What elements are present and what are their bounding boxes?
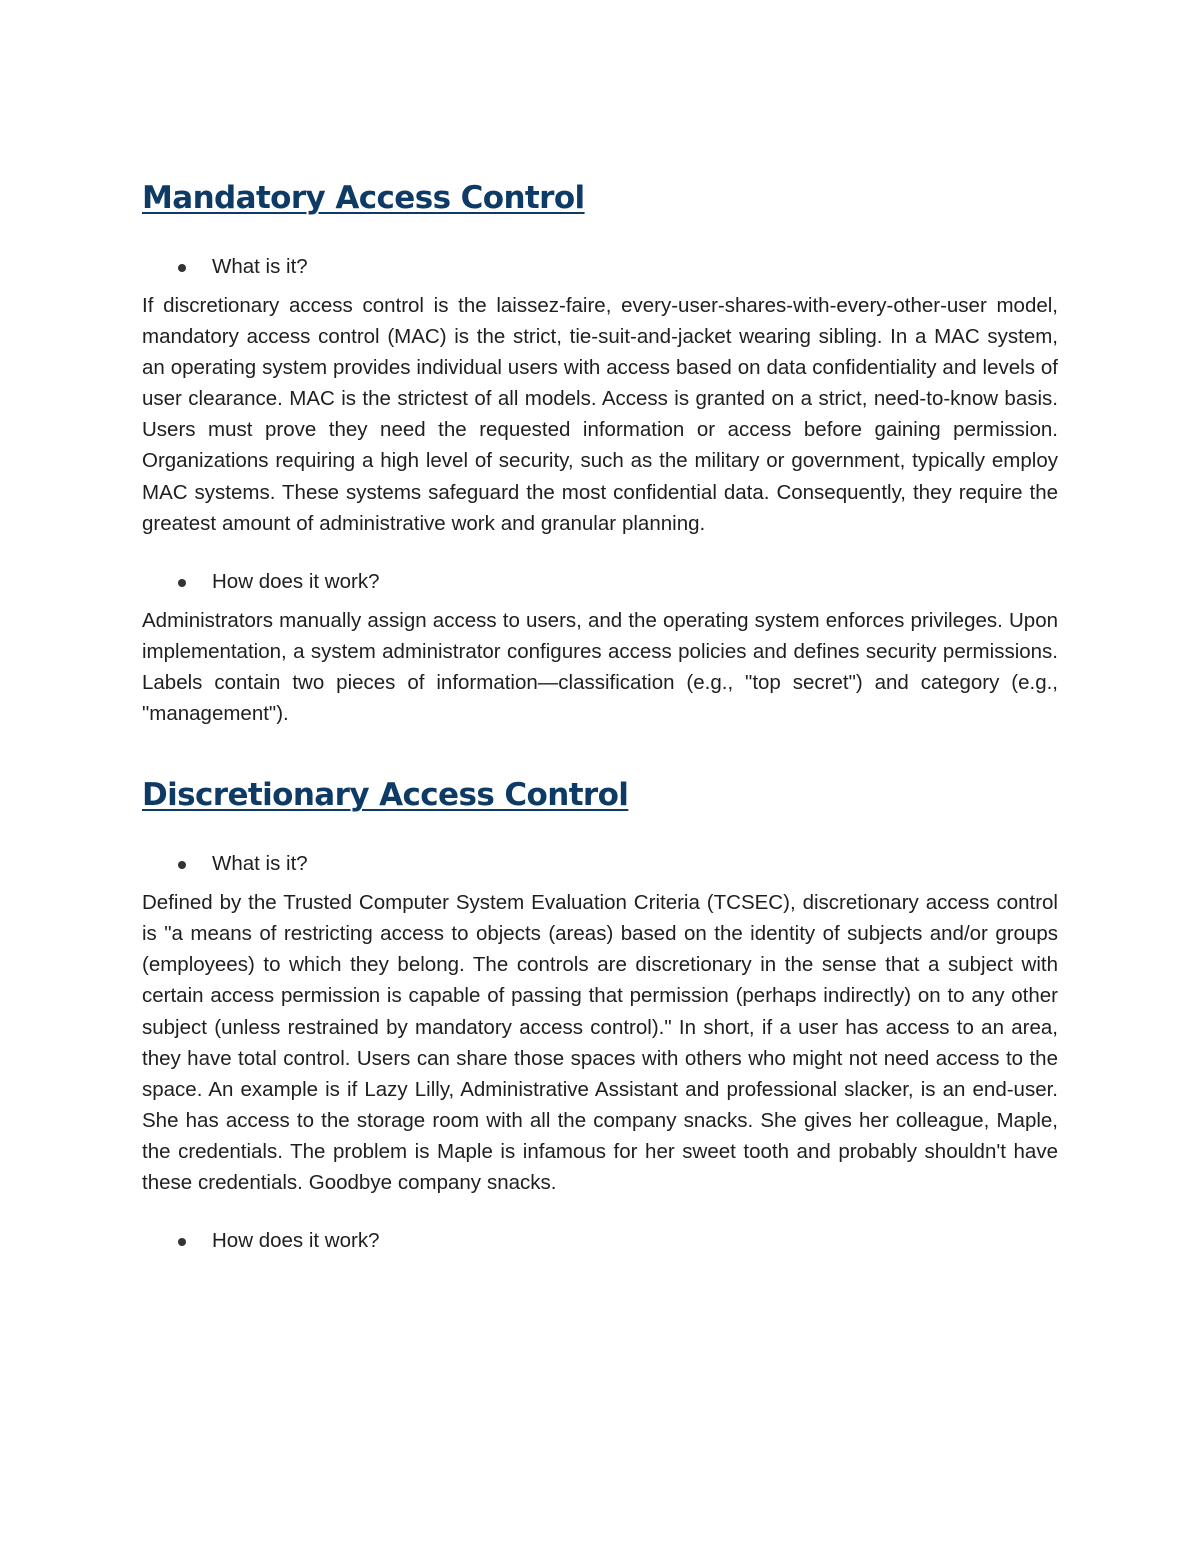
heading-mandatory-access-control: Mandatory Access Control	[142, 180, 585, 216]
heading-discretionary-access-control: Discretionary Access Control	[142, 777, 629, 814]
paragraph-mac-how: Administrators manually assign access to users, and the operating system enforces privileges. Upon implementation, a system administrator configures access policies and defines security permissions. Labels contain two pieces of information—classification (e.g., "top secret") and category (e.g., "management").	[142, 608, 1058, 726]
bullet-what-is-it: What is it?	[142, 848, 1058, 879]
bullet-how-does-it-work: How does it work?	[142, 566, 1058, 597]
bullet-how-does-it-work: How does it work?	[142, 1225, 1058, 1256]
paragraph-mac-definition: If discretionary access control is the laissez-faire, every-user-shares-with-every-other-user model, mandatory access control (MAC) is the strict, tie-suit-and-jacket wearing sibling. In a MAC system, an operating system provides individual users with access based on data confidentiality and levels of user clearance. MAC is the strictest of all models. Access is granted on a strict, need-to-know basis. Users must prove they need the requested information or access before gaining permission. Organizations requiring a high level of security, such as the military or government, typically employ MAC systems. These systems safeguard the most confidential data. Consequently, they require the greatest amount of administrative work and granular planning.	[142, 294, 1058, 535]
paragraph-dac-definition: Defined by the Trusted Computer System Evaluation Criteria (TCSEC), discretionary access control is "a means of restricting access to objects (areas) based on the identity of subjects and/or groups (employees) to which they belong. The controls are discretionary in the sense that a subject with certain access permission is capable of passing that permission (perhaps indirectly) on to any other subject (unless restrained by mandatory access control)." In short, if a user has access to an area, they have total control. Users can share those spaces with others who might not need access to the space. An example is if Lazy Lilly, Administrative Assistant and professional slacker, is an end-user. She has access to the storage room with all the company snacks. She gives her colleague, Maple, the credentials. The problem is Maple is infamous for her sweet tooth and probably shouldn't have these credentials. Goodbye company snacks.	[142, 891, 1058, 1194]
bullet-what-is-it: What is it?	[142, 251, 1058, 282]
document-page	[142, 170, 1058, 1256]
